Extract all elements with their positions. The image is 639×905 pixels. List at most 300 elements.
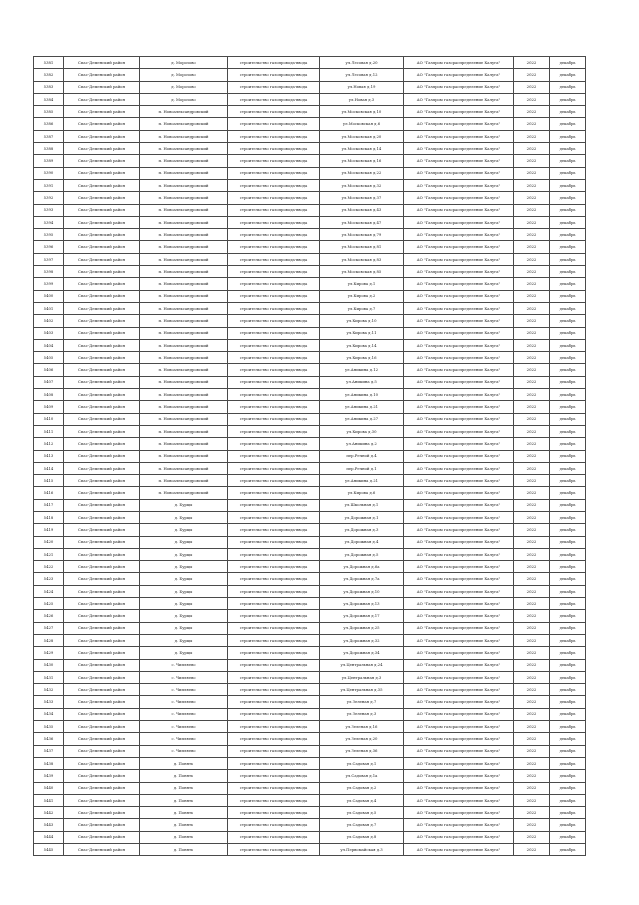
organization-cell: АО "Газпром газораспределение Калуга" [404,757,514,769]
work-type-cell: строительство газопровода-ввода [228,844,320,856]
settlement-cell: п. Новоалександровский [140,450,228,462]
month-cell: декабрь [550,782,586,794]
settlement-cell: п. Новоалександровский [140,130,228,142]
month-cell: декабрь [550,69,586,81]
month-cell: декабрь [550,745,586,757]
address-cell: ул.Кирова д.6 [320,487,404,499]
row-number-cell: 5381 [34,57,64,69]
month-cell: декабрь [550,302,586,314]
district-cell: Спас-Деменский район [64,401,140,413]
year-cell: 2022 [514,561,550,573]
table-row [34,438,586,450]
month-cell: декабрь [550,364,586,376]
address-cell: ул.Дорожная д.13 [320,598,404,610]
table-row [34,204,586,216]
address-cell: ул.Дорожная д.6а [320,561,404,573]
table-row [34,192,586,204]
district-cell: Спас-Деменский район [64,69,140,81]
address-cell: ул.Дорожная д.5 [320,548,404,560]
year-cell: 2022 [514,708,550,720]
month-cell: декабрь [550,57,586,69]
address-cell: ул.Зеленая д.7 [320,696,404,708]
row-number-cell: 5419 [34,524,64,536]
settlement-cell: п. Новоалександровский [140,241,228,253]
work-type-cell: строительство газопровода-ввода [228,290,320,302]
district-cell: Спас-Деменский район [64,327,140,339]
year-cell: 2022 [514,757,550,769]
address-cell: ул.Садовая д.5 [320,807,404,819]
address-cell: ул.Кирова д.14 [320,339,404,351]
row-number-cell: 5395 [34,229,64,241]
work-type-cell: строительство газопровода-ввода [228,684,320,696]
table-row [34,327,586,339]
work-type-cell: строительство газопровода-ввода [228,696,320,708]
district-cell: Спас-Деменский район [64,462,140,474]
gasification-schedule-table [33,56,586,856]
row-number-cell: 5413 [34,450,64,462]
settlement-cell: п. Новоалександровский [140,376,228,388]
row-number-cell: 5420 [34,536,64,548]
year-cell: 2022 [514,376,550,388]
table-row [34,794,586,806]
address-cell: ул.Московская д.14 [320,143,404,155]
address-cell: ул.Центральная д.3 [320,671,404,683]
row-number-cell: 5405 [34,352,64,364]
settlement-cell: п. Новоалександровский [140,425,228,437]
month-cell: декабрь [550,659,586,671]
row-number-cell: 5427 [34,622,64,634]
settlement-cell: с. Чипляево [140,671,228,683]
organization-cell: АО "Газпром газораспределение Калуга" [404,585,514,597]
work-type-cell: строительство газопровода-ввода [228,462,320,474]
row-number-cell: 5428 [34,634,64,646]
year-cell: 2022 [514,229,550,241]
organization-cell: АО "Газпром газораспределение Калуга" [404,69,514,81]
row-number-cell: 5430 [34,659,64,671]
district-cell: Спас-Деменский район [64,450,140,462]
year-cell: 2022 [514,770,550,782]
settlement-cell: п. Новоалександровский [140,143,228,155]
address-cell: ул.Аникина д.10 [320,389,404,401]
table-row [34,81,586,93]
address-cell: ул.Центральная д.24 [320,659,404,671]
row-number-cell: 5383 [34,81,64,93]
work-type-cell: строительство газопровода-ввода [228,327,320,339]
table-row [34,610,586,622]
row-number-cell: 5439 [34,770,64,782]
district-cell: Спас-Деменский район [64,253,140,265]
row-number-cell: 5432 [34,684,64,696]
address-cell: ул.Центральная д.35 [320,684,404,696]
organization-cell: АО "Газпром газораспределение Калуга" [404,708,514,720]
organization-cell: АО "Газпром газораспределение Калуга" [404,438,514,450]
table-row [34,634,586,646]
address-cell: ул.Аникина д.21 [320,401,404,413]
settlement-cell: с. Чипляево [140,733,228,745]
district-cell: Спас-Деменский район [64,671,140,683]
table-row [34,807,586,819]
table-row [34,524,586,536]
district-cell: Спас-Деменский район [64,610,140,622]
row-number-cell: 5402 [34,315,64,327]
table-row [34,253,586,265]
organization-cell: АО "Газпром газораспределение Калуга" [404,536,514,548]
organization-cell: АО "Газпром газораспределение Калуга" [404,192,514,204]
row-number-cell: 5414 [34,462,64,474]
work-type-cell: строительство газопровода-ввода [228,302,320,314]
district-cell: Спас-Деменский район [64,57,140,69]
organization-cell: АО "Газпром газораспределение Калуга" [404,376,514,388]
address-cell: ул.Новая д.3 [320,93,404,105]
address-cell: ул.Московская д.16 [320,155,404,167]
organization-cell: АО "Газпром газораспределение Калуга" [404,241,514,253]
month-cell: декабрь [550,622,586,634]
table-row [34,290,586,302]
month-cell: декабрь [550,278,586,290]
settlement-cell: д. Бурцы [140,573,228,585]
month-cell: декабрь [550,524,586,536]
district-cell: Спас-Деменский район [64,844,140,856]
organization-cell: АО "Газпром газораспределение Калуга" [404,511,514,523]
organization-cell: АО "Газпром газораспределение Калуга" [404,733,514,745]
row-number-cell: 5384 [34,93,64,105]
settlement-cell: п. Новоалександровский [140,155,228,167]
month-cell: декабрь [550,487,586,499]
settlement-cell: п. Новоалександровский [140,401,228,413]
table-row [34,376,586,388]
work-type-cell: строительство газопровода-ввода [228,819,320,831]
settlement-cell: д. Бурцы [140,647,228,659]
month-cell: декабрь [550,561,586,573]
table-row [34,93,586,105]
row-number-cell: 5412 [34,438,64,450]
work-type-cell: строительство газопровода-ввода [228,634,320,646]
row-number-cell: 5438 [34,757,64,769]
organization-cell: АО "Газпром газораспределение Калуга" [404,561,514,573]
month-cell: декабрь [550,819,586,831]
work-type-cell: строительство газопровода-ввода [228,536,320,548]
table-row [34,302,586,314]
organization-cell: АО "Газпром газораспределение Калуга" [404,204,514,216]
year-cell: 2022 [514,794,550,806]
address-cell: ул.Кирова д.11 [320,327,404,339]
month-cell: декабрь [550,548,586,560]
district-cell: Спас-Деменский район [64,81,140,93]
settlement-cell: п. Новоалександровский [140,167,228,179]
row-number-cell: 5386 [34,118,64,130]
month-cell: декабрь [550,81,586,93]
address-cell: ул.Кирова д.16 [320,352,404,364]
work-type-cell: строительство газопровода-ввода [228,831,320,843]
year-cell: 2022 [514,143,550,155]
month-cell: декабрь [550,511,586,523]
settlement-cell: с. Чипляево [140,696,228,708]
month-cell: декабрь [550,266,586,278]
table-body [34,57,586,856]
year-cell: 2022 [514,475,550,487]
year-cell: 2022 [514,622,550,634]
organization-cell: АО "Газпром газораспределение Калуга" [404,389,514,401]
work-type-cell: строительство газопровода-ввода [228,57,320,69]
work-type-cell: строительство газопровода-ввода [228,143,320,155]
year-cell: 2022 [514,462,550,474]
table-row [34,561,586,573]
organization-cell: АО "Газпром газораспределение Калуга" [404,794,514,806]
address-cell: ул.Дорожная д.4 [320,536,404,548]
table-row [34,167,586,179]
settlement-cell: п. Новоалександровский [140,475,228,487]
year-cell: 2022 [514,536,550,548]
organization-cell: АО "Газпром газораспределение Калуга" [404,278,514,290]
settlement-cell: с. Чипляево [140,745,228,757]
row-number-cell: 5422 [34,561,64,573]
work-type-cell: строительство газопровода-ввода [228,155,320,167]
work-type-cell: строительство газопровода-ввода [228,450,320,462]
month-cell: декабрь [550,696,586,708]
year-cell: 2022 [514,278,550,290]
organization-cell: АО "Газпром газораспределение Калуга" [404,622,514,634]
table-row [34,216,586,228]
organization-cell: АО "Газпром газораспределение Калуга" [404,745,514,757]
row-number-cell: 5416 [34,487,64,499]
year-cell: 2022 [514,684,550,696]
month-cell: декабрь [550,93,586,105]
district-cell: Спас-Деменский район [64,598,140,610]
work-type-cell: строительство газопровода-ввода [228,204,320,216]
settlement-cell: п. Новоалександровский [140,216,228,228]
month-cell: декабрь [550,536,586,548]
row-number-cell: 5389 [34,155,64,167]
organization-cell: АО "Газпром газораспределение Калуга" [404,266,514,278]
month-cell: декабрь [550,339,586,351]
row-number-cell: 5435 [34,721,64,733]
work-type-cell: строительство газопровода-ввода [228,573,320,585]
row-number-cell: 5409 [34,401,64,413]
organization-cell: АО "Газпром газораспределение Калуга" [404,696,514,708]
organization-cell: АО "Газпром газораспределение Калуга" [404,573,514,585]
row-number-cell: 5394 [34,216,64,228]
work-type-cell: строительство газопровода-ввода [228,179,320,191]
table-row [34,389,586,401]
district-cell: Спас-Деменский район [64,93,140,105]
settlement-cell: д. Бурцы [140,536,228,548]
organization-cell: АО "Газпром газораспределение Калуга" [404,302,514,314]
month-cell: декабрь [550,598,586,610]
year-cell: 2022 [514,389,550,401]
settlement-cell: д. Бурцы [140,622,228,634]
address-cell: ул.Первомайская д.3 [320,844,404,856]
year-cell: 2022 [514,216,550,228]
address-cell: ул.Кирова д.1 [320,278,404,290]
settlement-cell: п. Новоалександровский [140,179,228,191]
row-number-cell: 5382 [34,69,64,81]
work-type-cell: строительство газопровода-ввода [228,364,320,376]
work-type-cell: строительство газопровода-ввода [228,229,320,241]
settlement-cell: п. Новоалександровский [140,266,228,278]
row-number-cell: 5440 [34,782,64,794]
row-number-cell: 5407 [34,376,64,388]
address-cell: ул.Дорожная д.34 [320,647,404,659]
address-cell: ул.Зеленая д.20 [320,733,404,745]
settlement-cell: д. Морозово [140,57,228,69]
settlement-cell: д. Бурцы [140,548,228,560]
district-cell: Спас-Деменский район [64,499,140,511]
work-type-cell: строительство газопровода-ввода [228,770,320,782]
district-cell: Спас-Деменский район [64,266,140,278]
month-cell: декабрь [550,389,586,401]
table-row [34,770,586,782]
work-type-cell: строительство газопровода-ввода [228,647,320,659]
address-cell: ул.Дорожная д.1 [320,511,404,523]
district-cell: Спас-Деменский район [64,167,140,179]
year-cell: 2022 [514,819,550,831]
work-type-cell: строительство газопровода-ввода [228,167,320,179]
year-cell: 2022 [514,302,550,314]
month-cell: декабрь [550,671,586,683]
work-type-cell: строительство газопровода-ввода [228,721,320,733]
work-type-cell: строительство газопровода-ввода [228,585,320,597]
settlement-cell: д. Понять [140,757,228,769]
month-cell: декабрь [550,573,586,585]
table-row [34,106,586,118]
address-cell: ул.Дорожная д.7а [320,573,404,585]
settlement-cell: д. Бурцы [140,634,228,646]
district-cell: Спас-Деменский район [64,315,140,327]
organization-cell: АО "Газпром газораспределение Калуга" [404,634,514,646]
work-type-cell: строительство газопровода-ввода [228,487,320,499]
month-cell: декабрь [550,352,586,364]
month-cell: декабрь [550,290,586,302]
month-cell: декабрь [550,376,586,388]
year-cell: 2022 [514,69,550,81]
row-number-cell: 5401 [34,302,64,314]
row-number-cell: 5400 [34,290,64,302]
table-row [34,229,586,241]
year-cell: 2022 [514,585,550,597]
district-cell: Спас-Деменский район [64,794,140,806]
work-type-cell: строительство газопровода-ввода [228,352,320,364]
year-cell: 2022 [514,659,550,671]
address-cell: ул.Новая д.19 [320,81,404,93]
organization-cell: АО "Газпром газораспределение Калуга" [404,684,514,696]
settlement-cell: п. Новоалександровский [140,315,228,327]
settlement-cell: д. Бурцы [140,598,228,610]
month-cell: декабрь [550,708,586,720]
table-row [34,475,586,487]
settlement-cell: д. Понять [140,807,228,819]
table-row [34,684,586,696]
year-cell: 2022 [514,253,550,265]
year-cell: 2022 [514,807,550,819]
row-number-cell: 5406 [34,364,64,376]
work-type-cell: строительство газопровода-ввода [228,278,320,290]
address-cell: ул.Московская д.85 [320,266,404,278]
organization-cell: АО "Газпром газораспределение Калуга" [404,290,514,302]
organization-cell: АО "Газпром газораспределение Калуга" [404,671,514,683]
year-cell: 2022 [514,204,550,216]
settlement-cell: п. Новоалександровский [140,462,228,474]
work-type-cell: строительство газопровода-ввода [228,69,320,81]
address-cell: ул.Аникина д.12 [320,364,404,376]
work-type-cell: строительство газопровода-ввода [228,413,320,425]
address-cell: ул.Московская д.10 [320,106,404,118]
month-cell: декабрь [550,721,586,733]
month-cell: декабрь [550,610,586,622]
settlement-cell: с. Чипляево [140,659,228,671]
row-number-cell: 5392 [34,192,64,204]
address-cell: ул.Зеленая д.3 [320,708,404,720]
table-row [34,118,586,130]
work-type-cell: строительство газопровода-ввода [228,130,320,142]
work-type-cell: строительство газопровода-ввода [228,118,320,130]
year-cell: 2022 [514,57,550,69]
address-cell: ул.Аникина д.27 [320,413,404,425]
year-cell: 2022 [514,487,550,499]
address-cell: ул.Садовая д.8 [320,831,404,843]
work-type-cell: строительство газопровода-ввода [228,438,320,450]
district-cell: Спас-Деменский район [64,659,140,671]
row-number-cell: 5433 [34,696,64,708]
organization-cell: АО "Газпром газораспределение Калуга" [404,475,514,487]
month-cell: декабрь [550,438,586,450]
year-cell: 2022 [514,524,550,536]
district-cell: Спас-Деменский район [64,339,140,351]
district-cell: Спас-Деменский район [64,524,140,536]
row-number-cell: 5443 [34,819,64,831]
table-row [34,462,586,474]
row-number-cell: 5425 [34,598,64,610]
organization-cell: АО "Газпром газораспределение Калуга" [404,81,514,93]
district-cell: Спас-Деменский район [64,143,140,155]
district-cell: Спас-Деменский район [64,204,140,216]
work-type-cell: строительство газопровода-ввода [228,598,320,610]
work-type-cell: строительство газопровода-ввода [228,511,320,523]
district-cell: Спас-Деменский район [64,831,140,843]
address-cell: ул.Школьная д.1 [320,499,404,511]
work-type-cell: строительство газопровода-ввода [228,745,320,757]
organization-cell: АО "Газпром газораспределение Калуга" [404,253,514,265]
table-row [34,511,586,523]
work-type-cell: строительство газопровода-ввода [228,339,320,351]
organization-cell: АО "Газпром газораспределение Калуга" [404,364,514,376]
district-cell: Спас-Деменский район [64,745,140,757]
address-cell: ул.Дорожная д.25 [320,622,404,634]
address-cell: ул.Московская д.37 [320,192,404,204]
work-type-cell: строительство газопровода-ввода [228,499,320,511]
settlement-cell: д. Бурцы [140,499,228,511]
settlement-cell: д. Понять [140,794,228,806]
month-cell: декабрь [550,807,586,819]
organization-cell: АО "Газпром газораспределение Калуга" [404,598,514,610]
address-cell: ул.Московская д.6 [320,118,404,130]
organization-cell: АО "Газпром газораспределение Калуга" [404,130,514,142]
address-cell: ул.Аникина д.21 [320,475,404,487]
work-type-cell: строительство газопровода-ввода [228,241,320,253]
address-cell: ул.Кирова д.30 [320,425,404,437]
table-row [34,721,586,733]
year-cell: 2022 [514,339,550,351]
month-cell: декабрь [550,216,586,228]
address-cell: ул.Кирова д.7 [320,302,404,314]
row-number-cell: 5396 [34,241,64,253]
district-cell: Спас-Деменский район [64,118,140,130]
month-cell: декабрь [550,425,586,437]
work-type-cell: строительство газопровода-ввода [228,671,320,683]
year-cell: 2022 [514,782,550,794]
organization-cell: АО "Газпром газораспределение Калуга" [404,487,514,499]
year-cell: 2022 [514,634,550,646]
address-cell: ул.Дорожная д.3 [320,524,404,536]
